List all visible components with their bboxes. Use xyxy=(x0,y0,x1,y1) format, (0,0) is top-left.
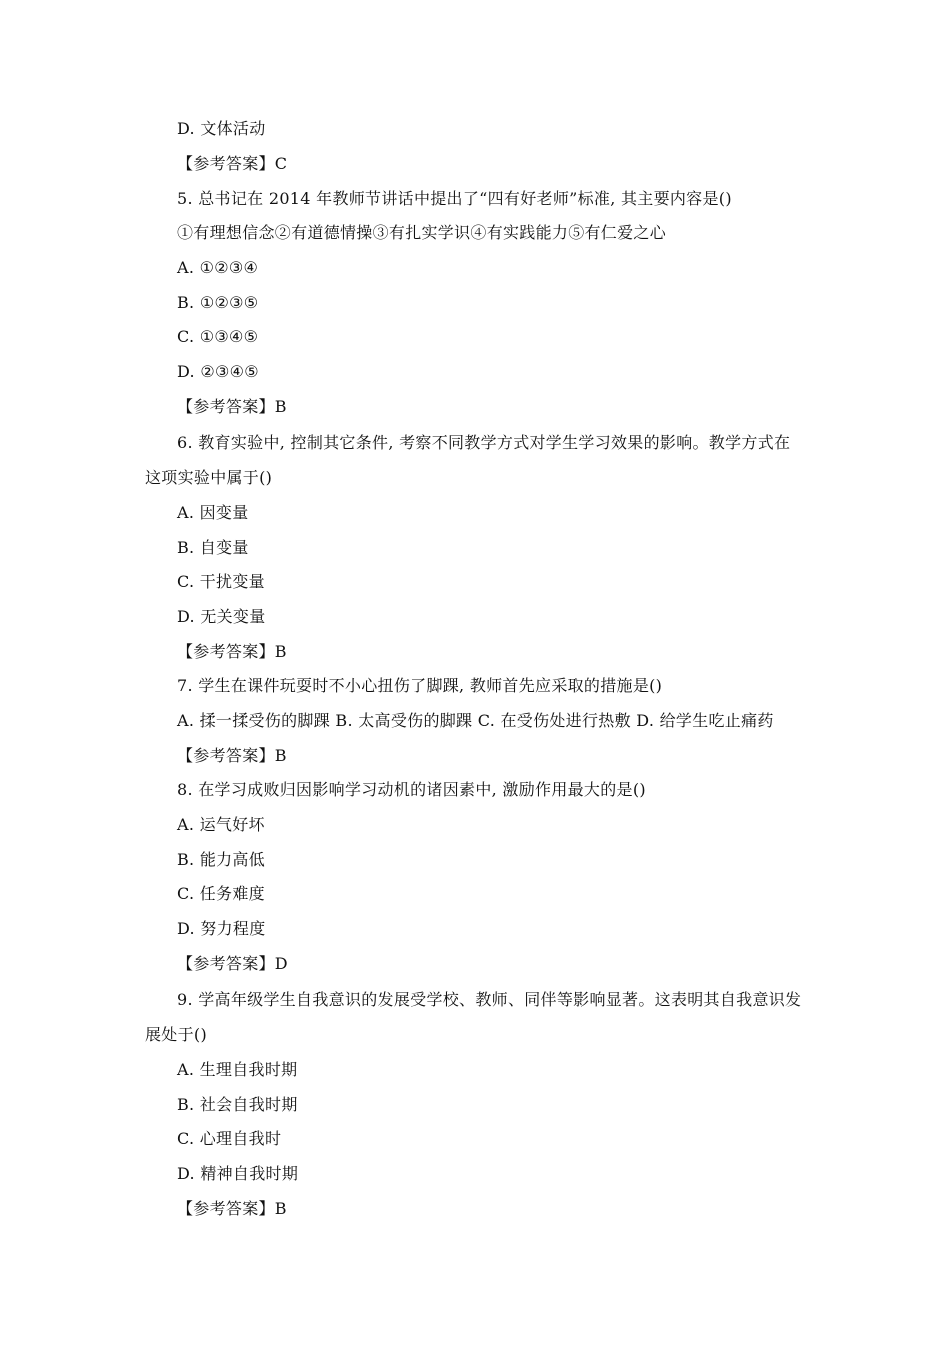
question-6-continued: 这项实验中属于() xyxy=(145,468,273,487)
options-q7: A. 揉一揉受伤的脚踝 B. 太高受伤的脚踝 C. 在受伤处进行热敷 D. 给学生吃止痛药 xyxy=(177,711,774,730)
option-b-q6: B. 自变量 xyxy=(177,538,249,557)
option-c-q9: C. 心理自我时 xyxy=(177,1129,282,1148)
option-b-q8: B. 能力高低 xyxy=(177,850,266,869)
option-d-q9: D. 精神自我时期 xyxy=(177,1164,299,1183)
question-6: 6. 教育实验中, 控制其它条件, 考察不同教学方式对学生学习效果的影响。教学方式在 xyxy=(177,433,791,452)
question-9-continued: 展处于() xyxy=(145,1025,207,1044)
question-7: 7. 学生在课件玩耍时不小心扭伤了脚踝, 教师首先应采取的措施是() xyxy=(177,676,663,695)
option-b-q9: B. 社会自我时期 xyxy=(177,1095,298,1114)
question-5-items: ①有理想信念②有道德情操③有扎实学识④有实践能力⑤有仁爱之心 xyxy=(177,223,667,242)
answer-q9: 【参考答案】B xyxy=(177,1199,287,1218)
option-d-q4: D. 文体活动 xyxy=(177,119,266,138)
answer-q4: 【参考答案】C xyxy=(177,154,288,173)
option-c-q6: C. 干扰变量 xyxy=(177,572,265,591)
question-9: 9. 学高年级学生自我意识的发展受学校、教师、同伴等影响显著。这表明其自我意识发 xyxy=(177,990,802,1009)
option-c-q8: C. 任务难度 xyxy=(177,884,265,903)
answer-q8: 【参考答案】D xyxy=(177,954,288,973)
option-a-q5: A. ①②③④ xyxy=(177,258,259,277)
answer-q7: 【参考答案】B xyxy=(177,746,287,765)
option-d-q5: D. ②③④⑤ xyxy=(177,362,259,381)
option-a-q9: A. 生理自我时期 xyxy=(177,1060,298,1079)
question-8: 8. 在学习成败归因影响学习动机的诸因素中, 激励作用最大的是() xyxy=(177,780,646,799)
option-a-q8: A. 运气好坏 xyxy=(177,815,265,834)
option-c-q5: C. ①③④⑤ xyxy=(177,327,259,346)
answer-q6: 【参考答案】B xyxy=(177,642,287,661)
answer-q5: 【参考答案】B xyxy=(177,397,287,416)
question-5: 5. 总书记在 2014 年教师节讲话中提出了“四有好老师”标准, 其主要内容是() xyxy=(177,189,732,208)
option-a-q6: A. 因变量 xyxy=(177,503,249,522)
option-d-q6: D. 无关变量 xyxy=(177,607,266,626)
option-b-q5: B. ①②③⑤ xyxy=(177,293,259,312)
option-d-q8: D. 努力程度 xyxy=(177,919,266,938)
